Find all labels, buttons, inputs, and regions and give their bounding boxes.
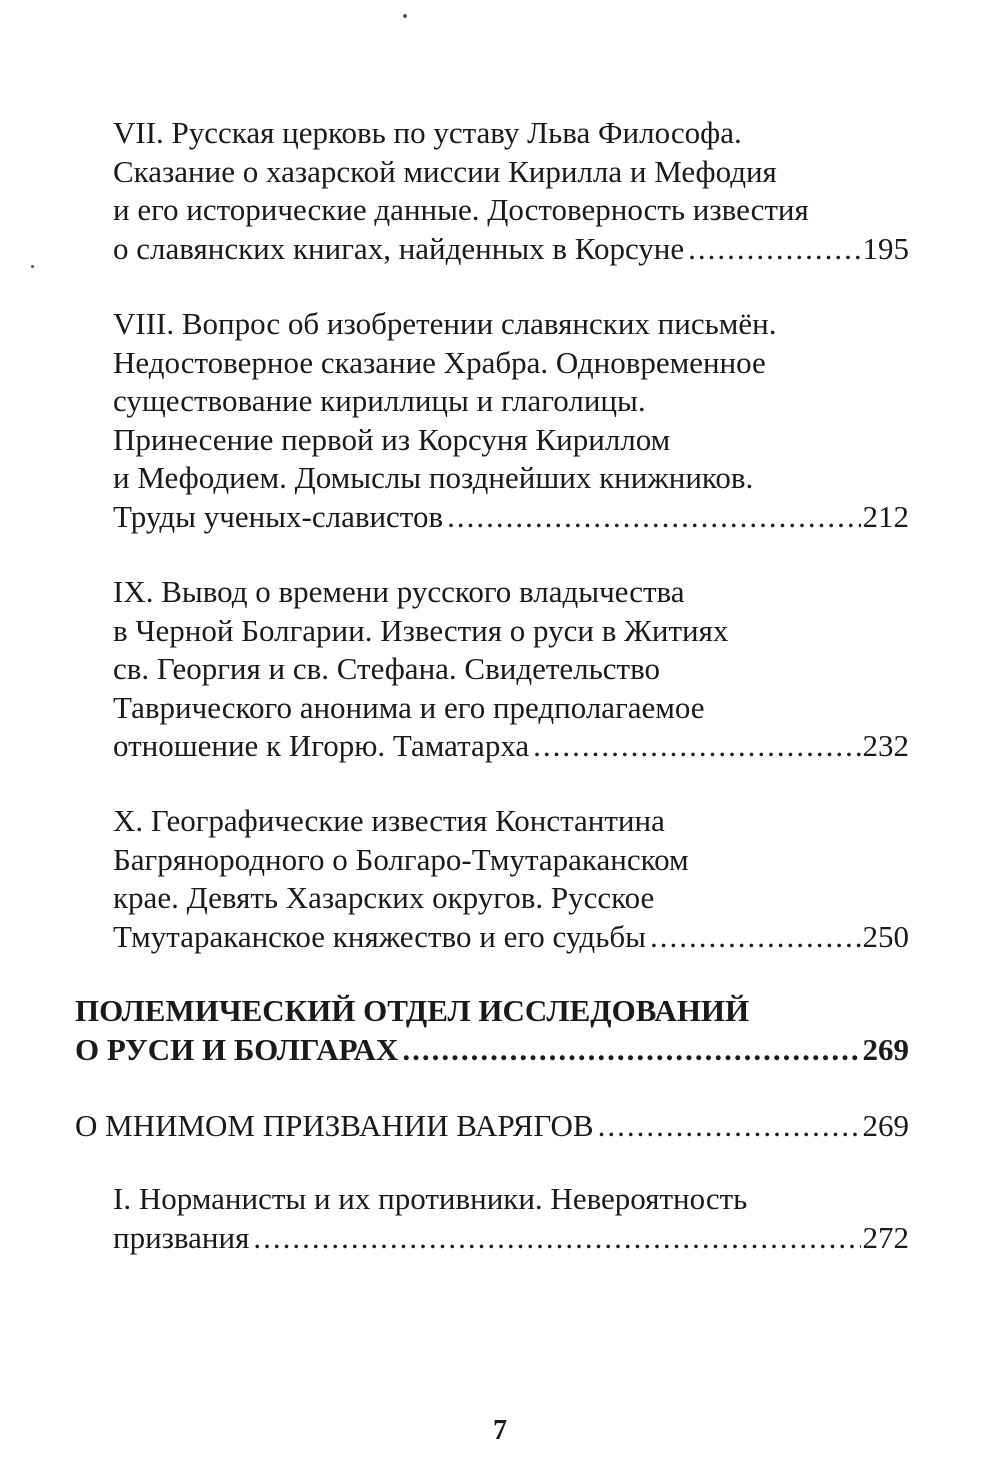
toc-entry-chapter-8[interactable] xyxy=(113,305,909,536)
print-speck xyxy=(31,265,34,268)
toc-entry-text-line: св. Георгия и св. Стефана. Свидетельство xyxy=(113,651,660,686)
dot-leader xyxy=(650,918,861,957)
page-number: 7 xyxy=(493,1415,507,1446)
print-speck xyxy=(403,14,407,18)
toc-entry-text-line: Тмутараканское княжество и его судьбы xyxy=(113,918,646,954)
toc-entry-text-line: о славянских книгах, найденных в Корсуне xyxy=(113,230,685,266)
toc-entry-text-line: VIII. Вопрос об изобретении славянских письмён. xyxy=(113,306,777,341)
toc-entry-text-line: Недостоверное сказание Храбра. Одновременное xyxy=(113,344,766,380)
toc-entry-last-line xyxy=(113,1219,909,1258)
toc-entry-last-line xyxy=(113,230,909,269)
toc-section-polemical[interactable] xyxy=(75,992,909,1069)
toc-entry-text-line: Сказание о хазарской миссии Кирилла и Мефодия xyxy=(113,153,777,189)
toc-page-number[interactable]: 272 xyxy=(862,1219,909,1255)
toc-entry-chapter-10[interactable] xyxy=(113,802,909,956)
dot-leader xyxy=(253,1219,860,1258)
toc-section-title-line: О РУСИ И БОЛГАРАХ xyxy=(75,1031,399,1067)
toc-entry-text-line: X. Географические известия Константина xyxy=(113,803,665,838)
dot-leader xyxy=(402,1031,860,1070)
toc-entry-text-line: Таврического анонима и его предполагаемое xyxy=(113,689,705,725)
toc-entry-text-line: Труды ученых-славистов xyxy=(113,498,444,534)
dot-leader xyxy=(533,727,860,766)
toc-entry-chapter-7[interactable] xyxy=(113,114,909,268)
toc-entry-text-line: в Черной Болгарии. Известия о руси в Житиях xyxy=(113,612,729,648)
toc-page-number[interactable]: 195 xyxy=(862,230,909,266)
toc-entry-text-line: I. Норманисты и их противники. Невероятность xyxy=(113,1181,748,1216)
toc-entry-text-line: и его исторические данные. Достоверность известия xyxy=(113,192,809,227)
toc-entry-text-line: и Мефодием. Домыслы позднейших книжников. xyxy=(113,460,754,495)
toc-entry-last-line xyxy=(113,918,909,957)
toc-page-number[interactable]: 269 xyxy=(862,1108,909,1143)
toc-entry-text-line: крае. Девять Хазарских округов. Русское xyxy=(113,880,655,915)
toc-entry-text-line: отношение к Игорю. Таматарха xyxy=(113,728,530,763)
dot-leader xyxy=(688,230,860,269)
toc-page-number[interactable]: 250 xyxy=(862,918,909,954)
toc-entry-chapter-1[interactable] xyxy=(113,1180,909,1257)
toc-entry-text-line: призвания xyxy=(113,1219,250,1255)
dot-leader xyxy=(598,1107,861,1146)
toc-entry-text-line: Багрянородного о Болгаро-Тмутараканском xyxy=(113,841,689,877)
toc-page-number[interactable]: 232 xyxy=(862,728,909,763)
toc-section-title-line: О МНИМОМ ПРИЗВАНИИ ВАРЯГОВ xyxy=(75,1108,594,1143)
toc-entry-text-line: существование кириллицы и глаголицы. xyxy=(113,383,646,418)
toc-entry-last-line xyxy=(113,727,909,766)
toc-entry-last-line xyxy=(113,498,909,537)
toc-entry-text-line: IX. Вывод о времени русского владычества xyxy=(113,574,685,609)
toc-page-number[interactable]: 269 xyxy=(862,1031,909,1067)
toc-entry-last-line xyxy=(75,1031,909,1070)
toc-entry-last-line xyxy=(75,1107,909,1146)
dot-leader xyxy=(447,498,860,537)
toc-page-number[interactable]: 212 xyxy=(862,498,909,534)
toc-section-title-line: ПОЛЕМИЧЕСКИЙ ОТДЕЛ ИССЛЕДОВАНИЙ xyxy=(75,993,750,1028)
toc-entry-text-line: Принесение первой из Корсуня Кириллом xyxy=(113,421,671,457)
toc-section-varangians[interactable] xyxy=(75,1107,909,1146)
toc-entry-text-line: VII. Русская церковь по уставу Льва Философа. xyxy=(113,115,742,150)
toc-entry-chapter-9[interactable] xyxy=(113,573,909,766)
